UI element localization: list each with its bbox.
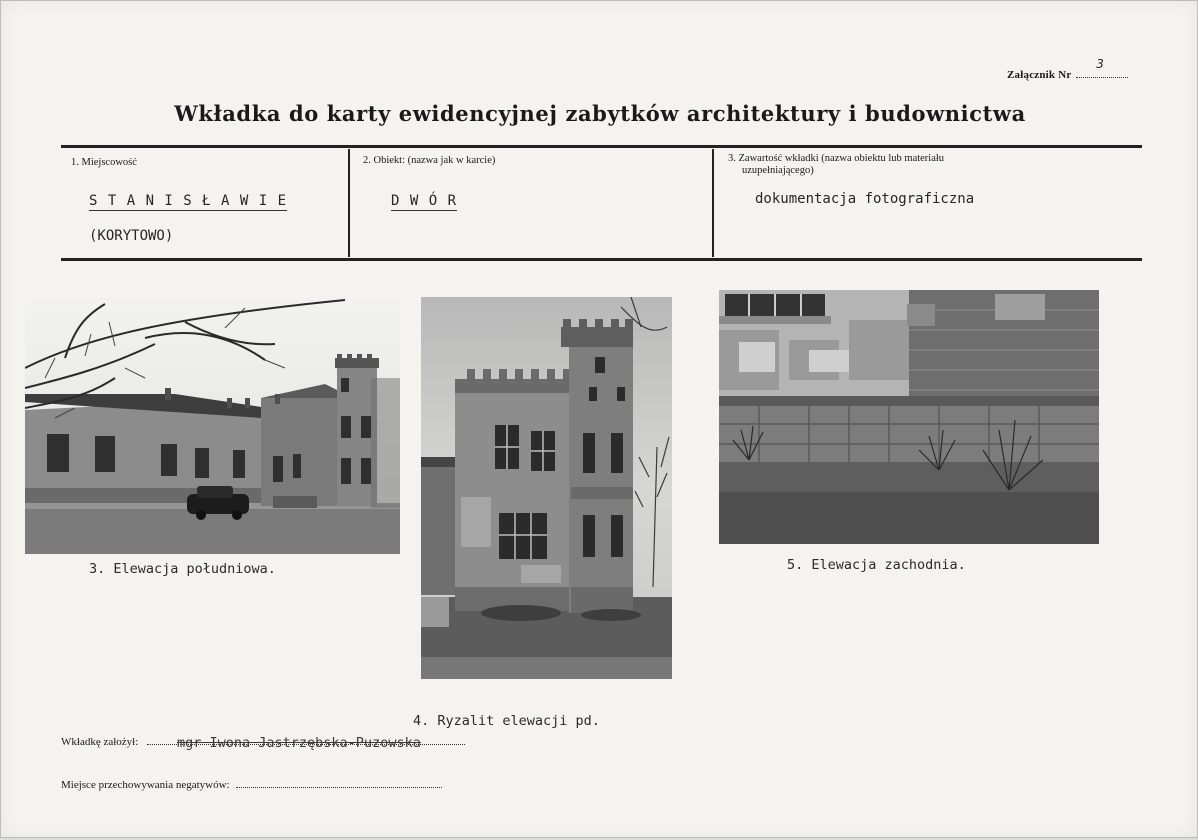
- field-1-value: [89, 193, 287, 209]
- storage-dotted-line: [236, 776, 442, 788]
- table-top-rule: [61, 145, 1142, 148]
- table-divider-2: [712, 149, 714, 257]
- field-3-label-line1: 3. Zawartość wkładki (nazwa obiektu lub materiału: [728, 153, 945, 164]
- caption-photo-5: 5. Elewacja zachodnia.: [787, 557, 966, 573]
- attachment-number: [1007, 57, 1128, 81]
- field-3-value: dokumentacja fotograficzna: [755, 191, 975, 207]
- storage-row: [61, 776, 442, 791]
- field-1-alt-value: (KORYTOWO): [89, 228, 174, 244]
- author-value: mgr Iwona Jastrzębska-Puzowska: [177, 735, 421, 751]
- field-1-label: 1. Miejscowość: [71, 157, 137, 168]
- object-value: D W Ó R: [391, 193, 458, 209]
- caption-photo-4: 4. Ryzalit elewacji pd.: [413, 713, 600, 729]
- field-2-value: [391, 193, 457, 209]
- attachment-number-value: 3: [1096, 57, 1105, 71]
- field-3-label: [728, 153, 944, 177]
- photo-west-elevation: [719, 290, 1099, 544]
- table-bottom-rule: [61, 258, 1142, 261]
- photo-risalit: [421, 297, 672, 679]
- photo-south-elevation: [25, 298, 400, 554]
- field-3-label-line2: uzupełniającego): [742, 165, 814, 176]
- field-2-label: 2. Obiekt: (nazwa jak w karcie): [363, 155, 496, 166]
- author-label: Wkładkę założył:: [61, 736, 139, 748]
- page-title: Wkładka do karty ewidencyjnej zabytków architektury i budownictwa: [174, 101, 1026, 126]
- attachment-dotted-line: [1076, 57, 1128, 78]
- table-divider-1: [348, 149, 350, 257]
- storage-label: Miejsce przechowywania negatywów:: [61, 779, 230, 791]
- locality-value: S T A N I S Ł A W I E: [89, 193, 288, 209]
- caption-photo-3: 3. Elewacja południowa.: [89, 561, 276, 577]
- attachment-label: Załącznik Nr: [1007, 69, 1072, 81]
